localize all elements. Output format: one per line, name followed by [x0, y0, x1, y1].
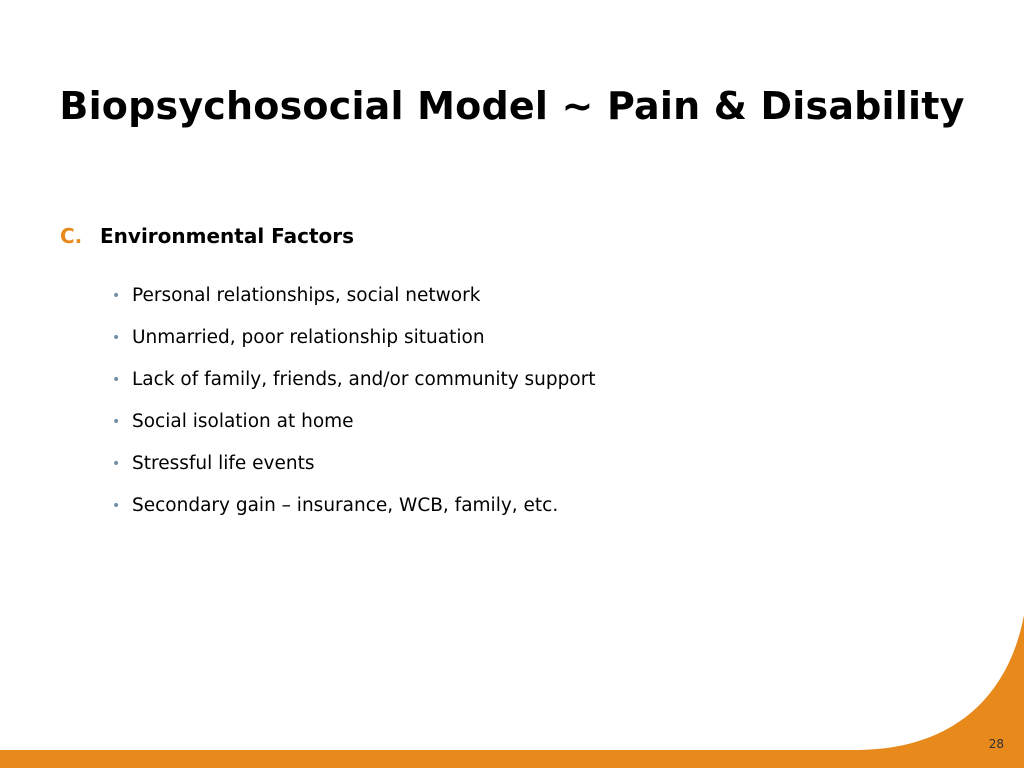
- bullet-text: Stressful life events: [132, 453, 315, 474]
- slide-title: Biopsychosocial Model ~ Pain & Disability: [59, 84, 965, 128]
- bullet-item: [112, 282, 596, 324]
- bullet-icon: •: [112, 456, 121, 472]
- section-letter: C.: [60, 224, 83, 248]
- bullet-text: Lack of family, friends, and/or community support: [132, 369, 596, 390]
- footer-band: [0, 750, 1024, 768]
- section-heading-text: Environmental Factors: [100, 224, 355, 248]
- bullet-text: Social isolation at home: [132, 411, 354, 432]
- bullet-text: Secondary gain – insurance, WCB, family, etc.: [132, 495, 559, 516]
- bullet-icon: •: [112, 372, 121, 388]
- bullet-item: [112, 366, 596, 408]
- bullet-item: [112, 450, 596, 492]
- bullet-icon: •: [112, 288, 121, 304]
- bullet-icon: •: [112, 414, 121, 430]
- bullet-text: Personal relationships, social network: [132, 285, 481, 306]
- footer-swoosh: [860, 615, 1024, 750]
- bullet-item: [112, 408, 596, 450]
- page-number: 28: [988, 737, 1004, 751]
- bullet-text: Unmarried, poor relationship situation: [132, 327, 485, 348]
- bullet-icon: •: [112, 498, 121, 514]
- bullet-icon: •: [112, 330, 121, 346]
- bullet-item: [112, 324, 596, 366]
- bullet-list: [112, 282, 596, 534]
- bullet-item: [112, 492, 596, 534]
- section-heading: [60, 222, 354, 250]
